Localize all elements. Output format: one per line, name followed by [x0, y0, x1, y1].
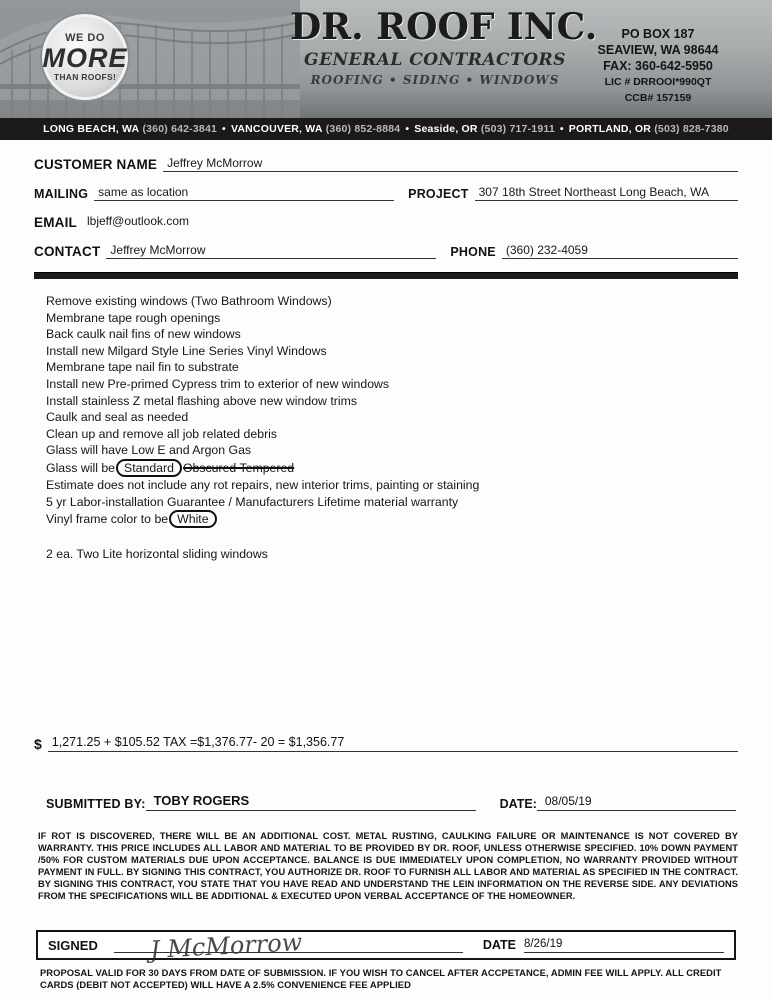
contact-value[interactable]: Jeffrey McMorrow [106, 243, 436, 259]
glass-type-line [46, 459, 738, 477]
spec-line: Caulk and seal as needed [46, 410, 189, 425]
glass-type-struck-options: Obscured Tempered [182, 460, 295, 475]
contact-phone-row [34, 243, 738, 259]
contact-label: CONTACT [34, 244, 101, 259]
project-value[interactable]: 307 18th Street Northeast Long Beach, WA [475, 185, 738, 201]
section-divider [34, 272, 738, 279]
company-name: DR. ROOF INC. [290, 6, 598, 48]
submitted-by-value[interactable]: TOBY ROGERS [146, 793, 476, 811]
badge-line-1: WE DO [65, 31, 105, 44]
location-city-2: Seaside, OR [414, 123, 478, 135]
frame-color-prefix: Vinyl frame color to be [46, 512, 169, 527]
signed-label: SIGNED [48, 937, 98, 953]
we-do-more-badge [42, 14, 128, 100]
phone-value[interactable]: (360) 232-4059 [502, 243, 738, 259]
signature-field[interactable] [104, 928, 469, 964]
signature-date-value[interactable]: 8/26/19 [524, 938, 724, 953]
company-tagline-2: ROOFING • SIDING • WINDOWS [310, 73, 560, 87]
location-phone-1: (360) 852-8884 [325, 123, 401, 135]
location-city-3: PORTLAND, OR [568, 123, 652, 135]
customer-name-value[interactable]: Jeffrey McMorrow [163, 156, 738, 172]
quantity-line: 2 ea. Two Lite horizontal sliding windows [46, 547, 268, 562]
signature-date-label: DATE [482, 938, 516, 952]
submitted-by-row [46, 793, 736, 811]
spec-line: Membrane tape nail fin to substrate [46, 360, 239, 375]
currency-symbol: $ [34, 736, 42, 752]
frame-color-line [46, 510, 738, 528]
spec-line: Estimate does not include any rot repairs, new interior trims, painting or staining [46, 477, 480, 492]
city-state-zip: SEAVIEW, WA 98644 [597, 43, 719, 57]
license-number: LIC # DRROOI*990QT [604, 76, 712, 88]
locations-strip: LONG BEACH, WA (360) 642-3841 • VANCOUVER, WA (360) 852-8884 • Seaside, OR (503) 717-1911 • PORTLAND, OR (503) 828-7380 [0, 118, 772, 140]
badge-line-2: MORE [42, 42, 128, 73]
spec-line: Membrane tape rough openings [46, 310, 221, 325]
spec-line: Install new Milgard Style Line Series Vinyl Windows [46, 343, 327, 358]
phone-label: PHONE [450, 245, 496, 259]
mailing-label: MAILING [34, 187, 89, 201]
spec-line: Back caulk nail fins of new windows [46, 327, 241, 342]
submitted-date-label: DATE: [499, 797, 537, 811]
spec-line: 5 yr Labor-installation Guarantee / Manufacturers Lifetime material warranty [46, 494, 459, 509]
scope-of-work-list [46, 293, 738, 563]
handwritten-signature: J McMorrow [149, 928, 303, 964]
location-city-0: LONG BEACH, WA [43, 123, 140, 135]
location-phone-2: (503) 717-1911 [480, 123, 555, 135]
totals-row [34, 735, 738, 752]
signature-box[interactable] [36, 928, 736, 964]
customer-name-label: CUSTOMER NAME [34, 157, 158, 172]
terms-and-conditions-text: IF ROT IS DISCOVERED, THERE WILL BE AN ADDITIONAL COST. METAL RUSTING, CAULKING FAILURE OR MAINTENANCE IS NOT COVERED BY WARRANTY. THIS PRICE INCLUDES ALL LABOR AND MATERIAL TO BE PROVIDED BY DR. ROOF, UNLESS OTHERWISE SPECIFIED. 10% DOWN PAYMENT /50% FOR CUSTOM MATERIALS DUE UPON ACCEPTANCE. BALANCE IS DUE IMMEDIATELY UPON COMPLETION, NO WARRANTY PROVIDED WITHOUT PAYMENT IN FULL. BY SIGNING THIS CONTRACT, YOU AUTHORIZE DR. ROOF TO FURNISH ALL LABOR AND MATERIAL AS SPECIFIED IN THE CONTRACT. BY SIGNING THIS CONTRACT, YOU STATE THAT YOU HAVE READ AND UNDERSTAND THE LEIN INFORMATION ON THE REVERSE SIDE. ANY DEVIATIONS FROM THE SPECIFICATIONS WILL BE ADDITIONAL & EXECUTED UPON VERBAL ACCEPTANCE OF THE HOMEOWNER. [38, 831, 738, 902]
location-phone-0: (360) 642-3841 [142, 123, 218, 135]
submitted-by-label: SUBMITTED BY: [46, 797, 146, 811]
company-tagline-1: GENERAL CONTRACTORS [304, 50, 566, 70]
location-phone-3: (503) 828-7380 [654, 123, 729, 135]
glass-type-prefix: Glass will be [46, 460, 116, 475]
spec-line: Clean up and remove all job related debris [46, 426, 278, 441]
spec-line: Install stainless Z metal flashing above new window trims [46, 393, 357, 408]
email-label: EMAIL [34, 215, 77, 230]
location-city-1: VANCOUVER, WA [230, 123, 323, 135]
fax-number: FAX: 360-642-5950 [603, 59, 713, 73]
proposal-validity-note: PROPOSAL VALID FOR 30 DAYS FROM DATE OF SUBMISSION. IF YOU WISH TO CANCEL AFTER ACCPETANCE, ADMIN FEE WILL APPLY. ALL CREDIT CARDS (DEBIT NOT ACCEPTED) WILL HAVE A 2.5% CONVENIENCE FEE APPLIED [40, 967, 722, 991]
spec-line: Glass will have Low E and Argon Gas [46, 443, 252, 458]
document-header [0, 0, 772, 118]
email-row [34, 214, 738, 230]
po-box: PO BOX 187 [621, 27, 695, 41]
customer-name-row [34, 156, 738, 172]
mailing-value[interactable]: same as location [94, 185, 394, 201]
spec-line: Install new Pre-primed Cypress trim to exterior of new windows [46, 376, 390, 391]
signature-rule [114, 952, 463, 953]
total-amount-value[interactable]: 1,271.25 + $105.52 TAX =$1,376.77- 20 = $1,356.77 [48, 735, 738, 752]
email-value[interactable]: lbjeff@outlook.com [87, 214, 190, 228]
company-address-block [568, 26, 748, 106]
glass-type-selected-standard[interactable]: Standard [116, 459, 182, 477]
customer-form [0, 140, 772, 259]
project-label: PROJECT [408, 187, 469, 201]
badge-line-3: THAN ROOFS! [53, 71, 117, 82]
submitted-date-value[interactable]: 08/05/19 [537, 794, 736, 811]
mailing-project-row [34, 185, 738, 201]
company-branding [290, 6, 598, 87]
spec-line: Remove existing windows (Two Bathroom Windows) [46, 294, 332, 308]
frame-color-selected-white[interactable]: White [169, 510, 216, 528]
ccb-number: CCB# 157159 [624, 92, 692, 104]
